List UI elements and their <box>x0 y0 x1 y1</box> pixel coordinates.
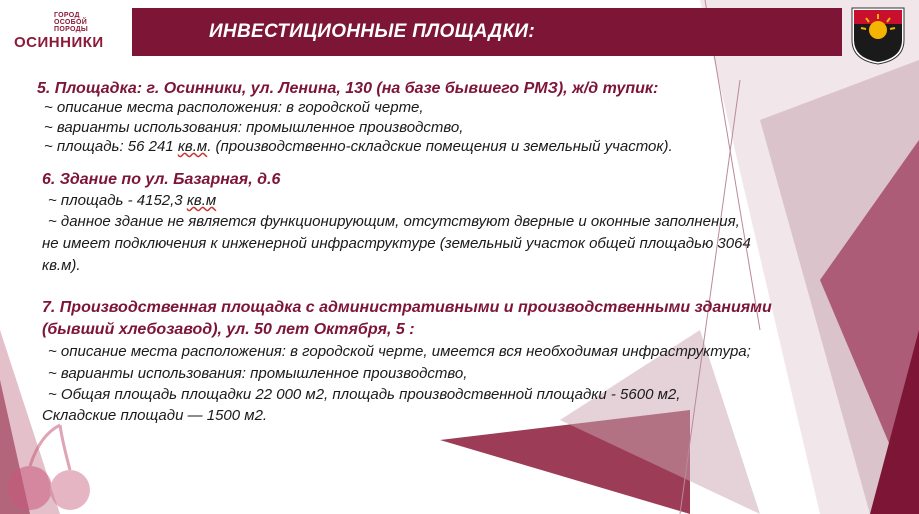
item6-line-1 <box>48 191 216 211</box>
item5-line-3-unit: кв.м <box>177 138 208 155</box>
item6-line-3: не имеет подключения к инженерной инфраструктуре (земельный участок общей площадью 3064 <box>42 235 751 252</box>
item5-heading: 5. Площадка: г. Осинники, ул. Ленина, 130 (на базе бывшего РМЗ), ж/д тупик: <box>37 80 659 97</box>
item5-line-1: ~ описание места расположения: в городской черте, <box>44 99 424 116</box>
item6-line-1-unit: кв.м <box>186 192 217 209</box>
logo-line-2: ОСОБОЙ <box>54 18 88 26</box>
item7-heading-2: (бывший хлебозавод), ул. 50 лет Октября, 5 : <box>42 321 415 338</box>
item6-line-4: кв.м). <box>42 257 81 274</box>
item5-line-2: ~ варианты использования: промышленное производство, <box>44 119 464 136</box>
item6-line-1-pre: ~ площадь - 4152,3 <box>48 192 187 209</box>
item7-line-2: ~ варианты использования: промышленное производство, <box>48 365 468 382</box>
slide-title: ИНВЕСТИЦИОННЫЕ ПЛОЩАДКИ: <box>208 21 536 42</box>
logo-city-name: ОСИННИКИ <box>14 33 104 51</box>
item5-line-3-pre: ~ площадь: 56 241 <box>44 138 178 155</box>
logo-line-1: ГОРОД <box>54 11 80 19</box>
item7-line-1: ~ описание места расположения: в городской черте, имеется вся необходимая инфраструктура; <box>48 343 751 360</box>
item6-heading: 6. Здание по ул. Базарная, д.6 <box>42 171 281 188</box>
item5-line-3-post: . (производственно-складские помещения и земельный участок). <box>207 138 673 155</box>
item5-line-3 <box>44 137 673 157</box>
item7-heading-1: 7. Производственная площадка с административными и производственными зданиями <box>42 299 772 316</box>
item7-line-4: Складские площади — 1500 м2. <box>42 407 268 424</box>
item6-line-2: ~ данное здание не является функционирующим, отсутствуют дверные и оконные заполнения, <box>48 213 740 230</box>
item7-line-3: ~ Общая площадь площадки 22 000 м2, площадь производственной площадки - 5600 м2, <box>48 386 681 403</box>
logo-line-3: ПОРОДЫ <box>54 25 89 33</box>
